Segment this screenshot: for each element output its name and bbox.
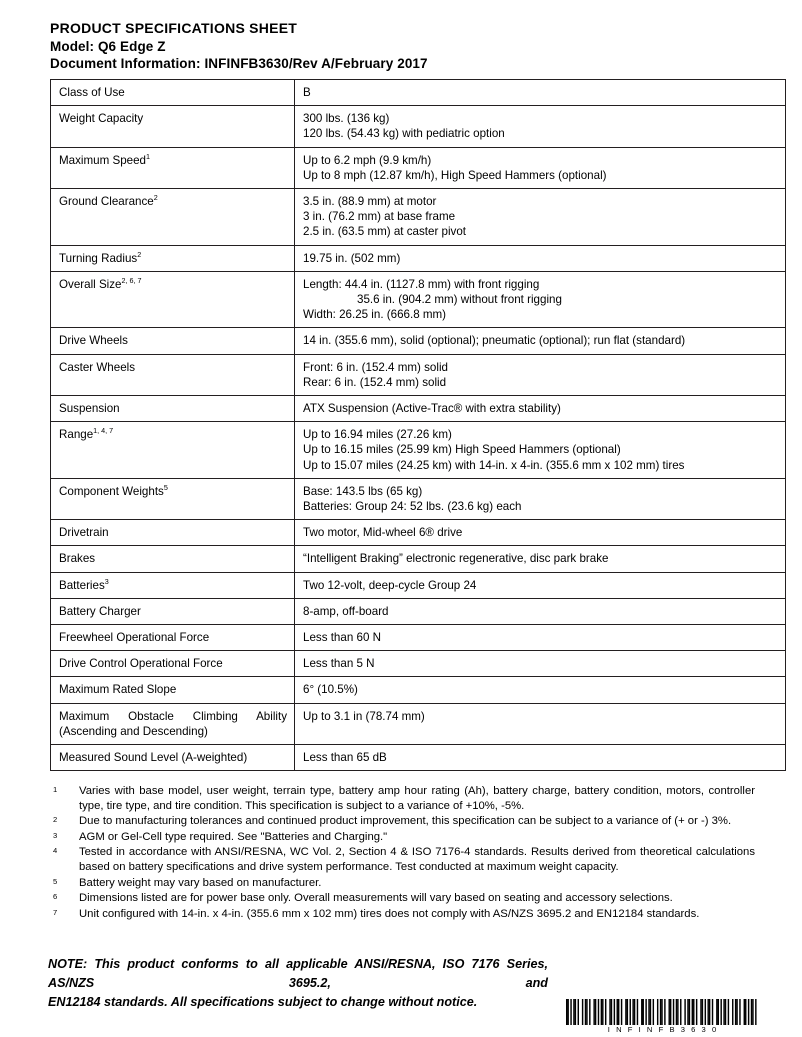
spec-value-cell — [295, 396, 786, 422]
footnote-marker: 2 — [153, 193, 158, 203]
spec-value-line: Up to 15.07 miles (24.25 km) with 14-in. x 4-in. (355.6 mm x 102 mm) tires — [303, 458, 685, 472]
specifications-table — [50, 79, 786, 771]
table-row — [51, 625, 786, 651]
spec-value-line: Up to 16.15 miles (25.99 km) High Speed Hammers (optional) — [303, 443, 621, 457]
spec-value-cell — [295, 189, 786, 246]
spec-value-line: B — [303, 86, 311, 99]
spec-value-line: 6° (10.5%) — [303, 683, 358, 697]
spec-value-line: 14 in. (355.6 mm), solid (optional); pneumatic (optional); run flat (standard) — [303, 334, 686, 348]
spec-label-text: Batteries — [59, 578, 105, 592]
spec-value-cell — [295, 354, 786, 395]
table-row — [51, 147, 786, 188]
spec-value-line: Up to 3.1 in (78.74 mm) — [303, 709, 425, 723]
spec-value-cell — [295, 271, 786, 328]
table-row — [51, 106, 786, 147]
spec-label-cell: Maximum Obstacle Climbing Ability (Ascending and Descending) — [51, 703, 295, 744]
table-row — [51, 354, 786, 395]
footnote-text: Unit configured with 14-in. x 4-in. (355.6 mm x 102 mm) tires does not comply with AS/NZS 3695.2 and EN12184 standards. — [79, 907, 700, 920]
spec-label-text: Weight Capacity — [59, 112, 144, 126]
page-title: PRODUCT SPECIFICATIONS SHEET — [50, 20, 298, 36]
footnote-marker: 1, 4, 7 — [93, 426, 114, 436]
table-row — [51, 422, 786, 479]
spec-label-text: Freewheel Operational Force — [59, 631, 210, 645]
spec-label-text: Ground Clearance — [59, 195, 154, 209]
table-row — [51, 328, 786, 354]
table-row — [51, 598, 786, 624]
table-row — [51, 271, 786, 328]
spec-value-cell — [295, 625, 786, 651]
spec-value-line: Length: 44.4 in. (1127.8 mm) with front rigging — [303, 277, 540, 291]
note-line-1: NOTE: This product conforms to all applicable ANSI/RESNA, ISO 7176 Series, AS/NZS 3695.2, and — [48, 957, 548, 990]
spec-label-text: Caster Wheels — [59, 360, 136, 374]
footnote-item — [50, 830, 755, 845]
spec-label-cell — [51, 651, 295, 677]
footnote-item — [50, 907, 755, 922]
table-row — [51, 703, 786, 744]
table-row — [51, 572, 786, 598]
spec-label-cell — [51, 478, 295, 519]
footnote-number: 1 — [53, 785, 58, 794]
spec-label-cell — [51, 245, 295, 271]
footnote-item — [50, 845, 755, 874]
footnote-number: 3 — [53, 830, 58, 840]
barcode-human-readable: INFINFB3630 — [607, 1025, 723, 1034]
spec-label-text: Drive Control Operational Force — [59, 657, 223, 671]
footnote-text: Tested in accordance with ANSI/RESNA, WC Vol. 2, Section 4 & ISO 7176-4 standards. Results derived from theoretical calculations based on battery specifications and drive system performance. Test conducted at maximum weight capacity. — [79, 846, 755, 873]
spec-value-line: 35.6 in. (904.2 mm) without front rigging — [357, 293, 562, 307]
spec-label-text: Measured Sound Level (A-weighted) — [59, 751, 248, 765]
table-row — [51, 677, 786, 703]
spec-value-line: Width: 26.25 in. (666.8 mm) — [303, 308, 447, 322]
spec-value-line: Less than 60 N — [303, 631, 381, 645]
footnote-marker: 1 — [146, 151, 150, 161]
spec-label-text: Brakes — [59, 552, 96, 566]
spec-label-text: Class of Use — [59, 86, 125, 99]
footnotes-list — [50, 784, 755, 922]
spec-value-line: 3.5 in. (88.9 mm) at motor — [303, 195, 437, 209]
spec-label-text: Turning Radius — [59, 251, 138, 265]
table-row — [51, 546, 786, 572]
spec-value-cell — [295, 651, 786, 677]
spec-label-text: Overall Size — [59, 277, 122, 291]
spec-value-cell — [295, 546, 786, 572]
spec-value-line: Two motor, Mid-wheel 6® drive — [303, 526, 463, 540]
footnote-item — [50, 814, 755, 829]
spec-label-text: Battery Charger — [59, 604, 141, 618]
spec-value-line: 120 lbs. (54.43 kg) with pediatric option — [303, 127, 505, 141]
spec-label-cell — [51, 546, 295, 572]
spec-value-line: 8-amp, off-board — [303, 604, 389, 618]
table-row — [51, 80, 786, 106]
spec-value-cell — [295, 422, 786, 479]
barcode-bars — [566, 999, 758, 1025]
spec-label-cell — [51, 189, 295, 246]
spec-label-cell — [51, 422, 295, 479]
spec-value-cell — [295, 80, 786, 106]
spec-label-cell — [51, 625, 295, 651]
table-row — [51, 396, 786, 422]
spec-label-cell — [51, 354, 295, 395]
spec-value-line: Base: 143.5 lbs (65 kg) — [303, 484, 423, 498]
spec-value-cell — [295, 328, 786, 354]
footnote-text: Battery weight may vary based on manufacturer. — [79, 876, 322, 889]
spec-value-cell — [295, 572, 786, 598]
footnote-text: Dimensions listed are for power base only. Overall measurements will vary based on seating and accessory selections. — [79, 892, 673, 905]
table-row — [51, 478, 786, 519]
spec-label-cell — [51, 147, 295, 188]
spec-value-line: Less than 5 N — [303, 657, 375, 671]
spec-value-line: 19.75 in. (502 mm) — [303, 251, 401, 265]
spec-label-cell — [51, 80, 295, 106]
footnote-marker: 2 — [137, 249, 142, 259]
spec-value-line: 2.5 in. (63.5 mm) at caster pivot — [303, 225, 467, 239]
spec-label-text: Drivetrain — [59, 526, 109, 540]
spec-value-line: Less than 65 dB — [303, 751, 387, 765]
footnote-number: 5 — [53, 876, 58, 886]
barcode — [566, 999, 758, 1035]
document-header — [50, 20, 754, 73]
footnote-marker: 3 — [104, 576, 109, 586]
spec-label-cell — [51, 520, 295, 546]
footnote-number: 4 — [53, 846, 58, 856]
spec-label-cell — [51, 572, 295, 598]
spec-value-line: Up to 8 mph (12.87 km/h), High Speed Hammers (optional) — [303, 168, 607, 182]
spec-value-line: Rear: 6 in. (152.4 mm) solid — [303, 375, 447, 389]
model-line: Model: Q6 Edge Z — [50, 38, 166, 54]
table-row — [51, 189, 786, 246]
conformance-note — [48, 955, 548, 1012]
table-row — [51, 245, 786, 271]
table-row — [51, 520, 786, 546]
document-information-line: Document Information: INFINFB3630/Rev A/February 2017 — [50, 56, 428, 71]
footnote-number: 7 — [53, 907, 58, 917]
spec-label-cell — [51, 677, 295, 703]
spec-value-cell — [295, 677, 786, 703]
spec-value-line: 300 lbs. (136 kg) — [303, 112, 390, 126]
spec-value-cell — [295, 478, 786, 519]
spec-value-cell — [295, 147, 786, 188]
spec-value-cell — [295, 703, 786, 744]
footnote-number: 6 — [53, 892, 58, 902]
spec-value-line: Front: 6 in. (152.4 mm) solid — [303, 360, 448, 374]
spec-value-cell — [295, 245, 786, 271]
spec-value-line: Up to 16.94 miles (27.26 km) — [303, 428, 452, 442]
spec-value-line: Batteries: Group 24: 52 lbs. (23.6 kg) each — [303, 500, 522, 514]
spec-label-cell — [51, 106, 295, 147]
spec-label-cell — [51, 328, 295, 354]
spec-value-cell — [295, 106, 786, 147]
spec-label-text: Suspension — [59, 402, 120, 416]
spec-label-text: Component Weights — [59, 484, 164, 498]
footnote-marker: 5 — [163, 483, 168, 492]
spec-value-line: ATX Suspension (Active-Trac® with extra stability) — [303, 402, 561, 416]
footnote-number: 2 — [53, 815, 58, 825]
footnote-text: Varies with base model, user weight, terrain type, battery amp hour rating (Ah), battery charge, battery condition, motors, controller type, tire type, and tire condition. This specification is subject to a variance of +10%, -5%. — [79, 785, 755, 812]
spec-label-cell — [51, 745, 295, 771]
spec-value-line: “Intelligent Braking” electronic regenerative, disc park brake — [303, 552, 609, 566]
footnote-item — [50, 784, 755, 813]
spec-label-text: Maximum Speed — [59, 153, 146, 167]
spec-value-line: 3 in. (76.2 mm) at base frame — [303, 210, 456, 224]
footnote-marker: 2, 6, 7 — [121, 275, 142, 285]
footnote-item — [50, 876, 755, 891]
spec-label-text: Maximum Rated Slope — [59, 683, 177, 697]
footnote-text: AGM or Gel-Cell type required. See "Batteries and Charging." — [79, 830, 388, 843]
spec-label-cell — [51, 396, 295, 422]
spec-value-cell — [295, 745, 786, 771]
table-row — [51, 651, 786, 677]
spec-value-line: Two 12-volt, deep-cycle Group 24 — [303, 578, 477, 592]
footnote-text: Due to manufacturing tolerances and continued product improvement, this specification can be subject to a variance of (+ or -) 3%. — [79, 815, 732, 828]
note-line-2: EN12184 standards. All specifications subject to change without notice. — [48, 995, 478, 1009]
spec-label-cell — [51, 271, 295, 328]
spec-value-line: Up to 6.2 mph (9.9 km/h) — [303, 153, 432, 167]
table-row — [51, 745, 786, 771]
spec-value-cell — [295, 598, 786, 624]
spec-value-cell — [295, 520, 786, 546]
spec-label-text: Range — [59, 428, 94, 442]
spec-label-cell — [51, 598, 295, 624]
footnote-item — [50, 891, 755, 906]
spec-label-text: Drive Wheels — [59, 334, 128, 348]
